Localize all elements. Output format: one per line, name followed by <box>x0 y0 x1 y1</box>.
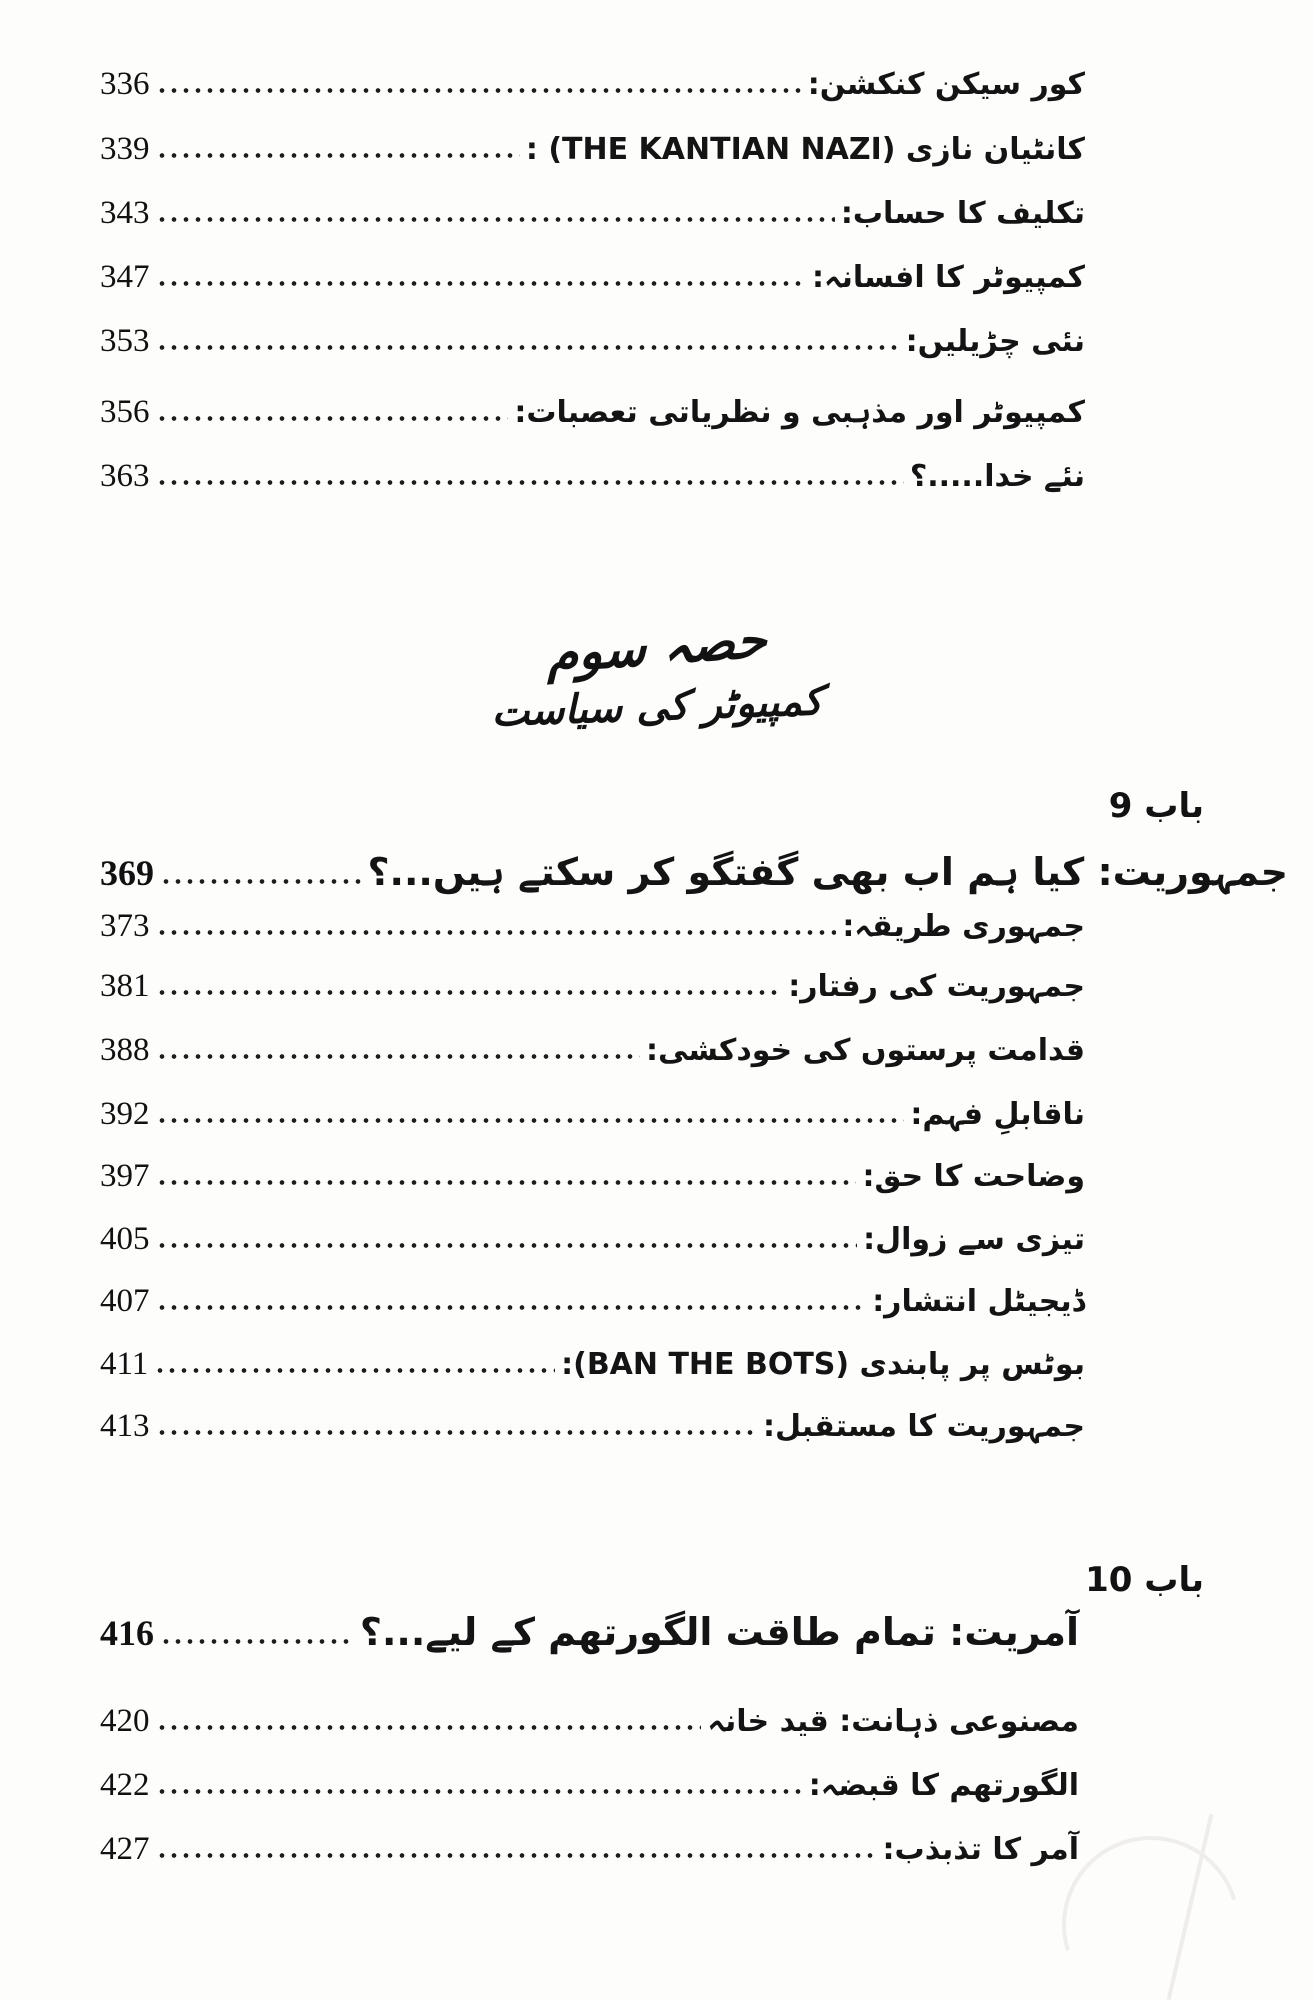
chapter-9-page-number: 369 <box>100 853 154 893</box>
dotted-leader <box>156 216 835 223</box>
toc-entry-title: قدامت پرستوں کی خودکشی: <box>646 1033 1085 1068</box>
dotted-leader <box>156 280 807 287</box>
toc-page-number: 353 <box>100 323 150 359</box>
toc-row <box>100 1158 1085 1214</box>
dotted-leader <box>156 1788 803 1795</box>
toc-entry-title: تکلیف کا حساب: <box>840 196 1085 231</box>
chapter-10-page-number: 416 <box>100 1613 154 1653</box>
toc-entry-title: کمپیوٹر اور مذہبی و نظریاتی تعصبات: <box>514 395 1085 430</box>
toc-page-number: 339 <box>100 131 150 167</box>
toc-row <box>100 1221 1085 1277</box>
toc-page-number: 388 <box>100 1032 150 1068</box>
toc-entry-title: وضاحت کا حق: <box>862 1159 1085 1194</box>
toc-row <box>100 458 1085 514</box>
toc-entry-title: جمہوریت کا مستقبل: <box>763 1409 1085 1444</box>
toc-page-number: 411 <box>100 1346 149 1382</box>
toc-entry-title: آمر کا تذبذب: <box>882 1832 1079 1867</box>
dotted-leader <box>160 1638 354 1645</box>
toc-entry-title: ناقابلِ فہم: <box>910 1097 1085 1132</box>
toc-entry-title: کور سیکن کنکشن: <box>807 67 1085 102</box>
toc-page-number: 336 <box>100 66 150 102</box>
toc-page-number: 397 <box>100 1158 150 1194</box>
toc-row <box>100 1831 1079 1887</box>
toc-page-number: 405 <box>100 1221 150 1257</box>
toc-entry-title: کانٹیان نازی (THE KANTIAN NAZI) : <box>525 132 1085 167</box>
dotted-leader <box>156 152 520 159</box>
toc-page-number: 347 <box>100 259 150 295</box>
chapter-10-title-row <box>100 1610 1079 1676</box>
dotted-leader <box>156 1117 905 1124</box>
toc-row <box>100 394 1085 450</box>
dotted-leader <box>156 1242 858 1249</box>
toc-row <box>100 968 1085 1024</box>
chapter-10-label: باب 10 <box>1085 1560 1204 1600</box>
dotted-leader <box>156 415 509 422</box>
dotted-leader <box>156 989 783 996</box>
toc-page-number: 392 <box>100 1096 150 1132</box>
dotted-leader <box>156 1304 867 1311</box>
dotted-leader <box>156 1724 702 1731</box>
dotted-leader <box>156 1852 877 1859</box>
toc-row <box>100 1346 1085 1402</box>
toc-row <box>100 1408 1085 1464</box>
toc-row <box>100 131 1085 187</box>
toc-row <box>100 1096 1085 1152</box>
chapter-10-title: آمریت: تمام طاقت الگورتھم کے لیے...؟ <box>359 1610 1079 1654</box>
toc-entry-title: نئے خدا.....؟ <box>909 459 1085 494</box>
toc-row <box>100 195 1085 251</box>
part-header-subtitle: کمپیوٹر کی سیاست <box>490 678 824 736</box>
toc-row <box>100 908 1085 964</box>
toc-entry-title: الگورتھم کا قبضہ: <box>808 1768 1079 1803</box>
dotted-leader <box>154 1367 555 1374</box>
toc-row <box>100 1703 1079 1759</box>
toc-row <box>100 1032 1085 1088</box>
toc-page-number: 413 <box>100 1408 150 1444</box>
toc-row <box>100 323 1085 379</box>
toc-page-number: 363 <box>100 458 150 494</box>
toc-entry-title: جمہوری طریقہ: <box>842 909 1085 944</box>
chapter-9-label: باب 9 <box>1108 786 1204 826</box>
dotted-leader <box>156 1053 641 1060</box>
toc-page-number: 427 <box>100 1831 150 1867</box>
dotted-leader <box>156 1179 857 1186</box>
chapter-9-title-row <box>100 850 1288 916</box>
toc-page-number: 343 <box>100 195 150 231</box>
dotted-leader <box>156 929 837 936</box>
toc-page-number: 373 <box>100 908 150 944</box>
toc-entry-title: تیزی سے زوال: <box>863 1222 1085 1257</box>
dotted-leader <box>160 878 362 885</box>
toc-page-number: 381 <box>100 968 150 1004</box>
chapter-9-title: جمہوریت: کیا ہم اب بھی گفتگو کر سکتے ہیں...؟ <box>367 850 1288 894</box>
toc-entry-title: بوٹس پر پابندی (BAN THE BOTS): <box>561 1347 1085 1382</box>
toc-row <box>100 66 1085 122</box>
toc-page-number: 422 <box>100 1767 150 1803</box>
toc-row <box>100 1283 1085 1339</box>
toc-page-number: 420 <box>100 1703 150 1739</box>
toc-entry-title: ڈیجیٹل انتشار: <box>872 1284 1085 1319</box>
toc-page-number: 356 <box>100 394 150 430</box>
dotted-leader <box>156 87 802 94</box>
dotted-leader <box>156 344 900 351</box>
part-header-title: حصہ سوم <box>547 610 767 684</box>
toc-entry-title: جمہوریت کی رفتار: <box>788 969 1085 1004</box>
toc-entry-title: مصنوعی ذہانت: قید خانہ <box>707 1704 1079 1739</box>
toc-entry-title: کمپیوٹر کا افسانہ: <box>812 260 1085 295</box>
toc-row <box>100 259 1085 315</box>
dotted-leader <box>156 479 904 486</box>
toc-entry-title: نئی چڑیلیں: <box>905 324 1085 359</box>
toc-page-number: 407 <box>100 1283 150 1319</box>
toc-row <box>100 1767 1079 1823</box>
dotted-leader <box>156 1429 758 1436</box>
